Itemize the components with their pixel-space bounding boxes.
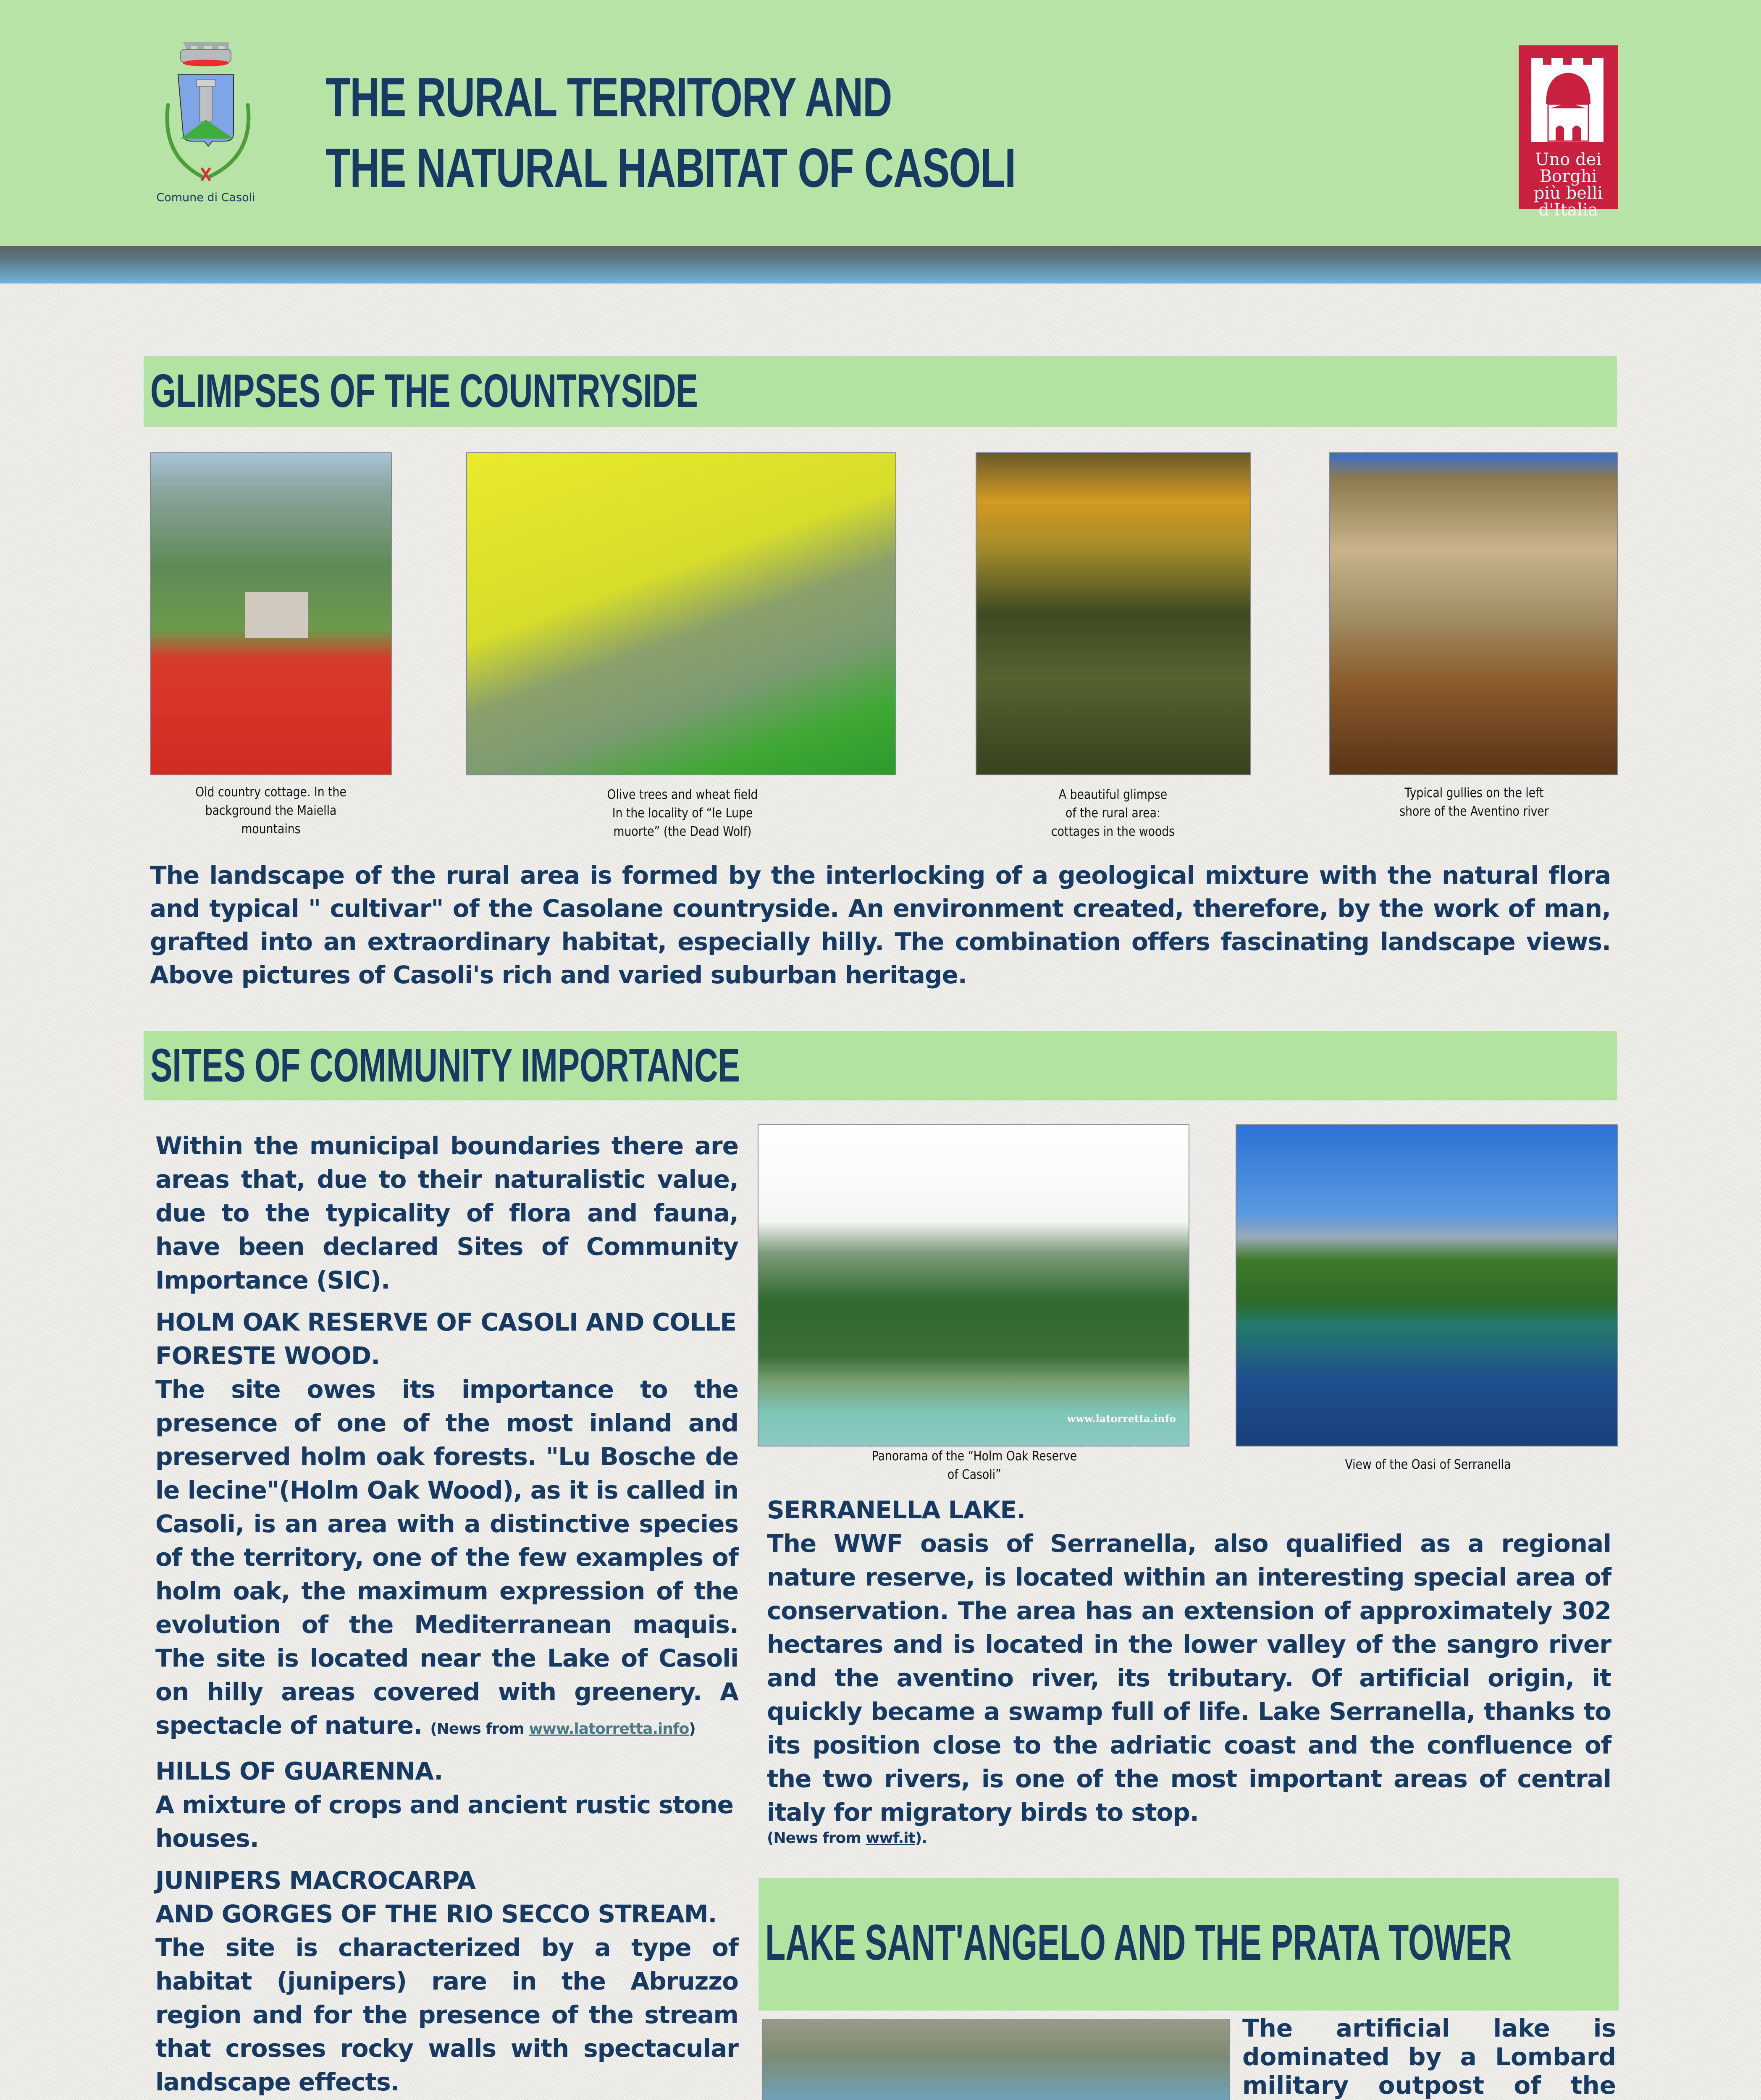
latorretta-link[interactable]: www.latorretta.info bbox=[529, 1720, 689, 1738]
comune-casoli-crest-icon bbox=[139, 38, 273, 214]
lake-text-block bbox=[1242, 2014, 1616, 2100]
guarenna-title: HILLS OF GUARENNA. bbox=[155, 1757, 443, 1785]
serranella-title: SERRANELLA LAKE. bbox=[767, 1496, 1026, 1524]
castle-tower-icon bbox=[1519, 45, 1618, 150]
wwf-link[interactable]: wwf.it bbox=[866, 1830, 915, 1847]
caption-gullies bbox=[1359, 784, 1590, 821]
holm-oak-body: The site owes its importance to the presence of one of the most inland and preserved holm oak forests. "Lu Bosche de le lecine"(Holm Oak Wood), as it is called in Casoli, is an area with a distinctive species of the territory, one of the few examples of holm oak, the maximum expression of the evolution of the Mediterranean maquis. The site is located near the Lake of Casoli on hilly areas covered with greenery. A spectacle of nature. bbox=[155, 1375, 738, 1740]
serranella-text: The WWF oasis of Serranella, also qualified as a regional nature reserve, is located within an interesting special area of conservation. The area has an extension of approximately 302 hectares and is located in the lower valley of the sangro river and the aventino river, its tributary. Of artificial origin, it quickly became a swamp full of life. Lake Serranella, thanks to its position close to the adriatic coast and the confluence of the two rivers, is one of the most important areas of central italy for migratory birds to stop. bbox=[767, 1529, 1611, 1827]
caption-line: Typical gullies on the left bbox=[1404, 785, 1544, 801]
serranella-source bbox=[767, 1829, 1611, 1848]
lake-text bbox=[1242, 2014, 1616, 2100]
photo-holm-oak-reserve bbox=[758, 1124, 1189, 1446]
photo-serranella-oasis bbox=[1236, 1124, 1618, 1446]
ribbon-icon bbox=[202, 168, 210, 181]
photo-olive-trees-wheat-field bbox=[466, 452, 896, 775]
poster-title bbox=[325, 62, 1016, 203]
shield-icon bbox=[178, 75, 234, 146]
poster-title-line1: THE RURAL TERRITORY AND bbox=[325, 66, 892, 128]
sites-left-column bbox=[155, 1129, 738, 2100]
source-suffix: ) bbox=[689, 1720, 695, 1738]
caption-serranella bbox=[1280, 1455, 1576, 1474]
sites-heading: SITES OF COMMUNITY IMPORTANCE bbox=[150, 1039, 740, 1092]
borghi-line-2: Borghi bbox=[1539, 167, 1597, 186]
source-prefix: (News from bbox=[767, 1830, 866, 1847]
caption-line: Panorama of the “Holm Oak Reserve bbox=[871, 1449, 1077, 1464]
caption-country-cottage bbox=[167, 783, 375, 838]
glimpses-heading: GLIMPSES OF THE COUNTRYSIDE bbox=[150, 365, 698, 417]
caption-line: In the locality of “le Lupe bbox=[612, 806, 753, 821]
lake-body: The artificial lake is dominated by a Lombard military outpost of the bbox=[1242, 2014, 1616, 2100]
caption-line: mountains bbox=[241, 822, 301, 837]
photo-country-cottage bbox=[150, 452, 392, 775]
borghi-line-1: Uno dei bbox=[1535, 150, 1602, 169]
glimpses-paragraph: The landscape of the rural area is formed by the interlocking of a geological mixture with the natural flora and typical " cultivar" of the Casolane countryside. An environment created, therefore, by the work of man, grafted into an extraordinary habitat, especially hilly. The combination offers fascinating landscape views. Above pictures of Casoli's rich and varied suburban heritage. bbox=[150, 861, 1611, 989]
caption-holm-oak-reserve bbox=[805, 1447, 1144, 1484]
caption-line: of Casoli” bbox=[947, 1467, 1001, 1482]
header-gradient-band bbox=[0, 246, 1761, 284]
photo-watermark: www.latorretta.info bbox=[1067, 1412, 1176, 1425]
holm-oak-source bbox=[430, 1720, 695, 1738]
caption-line: background the Maiella bbox=[205, 803, 337, 818]
sites-intro: Within the municipal boundaries there are areas that, due to their naturalistic value, due to the typicality of flora and fauna, have been declared Sites of Community Importance (SIC). bbox=[155, 1131, 738, 1294]
lake-heading: LAKE SANT'ANGELO AND THE PRATA TOWER bbox=[765, 1914, 1512, 1971]
junipers-title-2: AND GORGES OF THE RIO SECCO STREAM. bbox=[155, 1900, 717, 1928]
caption-line: muorte” (the Dead Wolf) bbox=[613, 824, 752, 839]
serranella-block bbox=[767, 1493, 1611, 1848]
caption-cottages-woods bbox=[1005, 785, 1221, 841]
crest-label: Comune di Casoli bbox=[156, 191, 255, 204]
caption-line: of the rural area: bbox=[1066, 806, 1160, 821]
cottage-shape bbox=[245, 592, 308, 638]
caption-line: cottages in the woods bbox=[1051, 824, 1175, 839]
junipers-text-1: The site is characterized by a type of habitat (junipers) rare in the Abruzzo region and for the presence of the stream that crosses rocky walls with spectacular landscape effects. bbox=[155, 1933, 738, 2096]
photo-cottages-in-woods bbox=[976, 452, 1251, 775]
caption-line: Olive trees and wheat field bbox=[607, 787, 758, 802]
caption-line: shore of the Aventino river bbox=[1399, 804, 1549, 819]
holm-oak-title: HOLM OAK RESERVE OF CASOLI AND COLLE FORESTE WOOD. bbox=[155, 1308, 737, 1370]
caption-olive-trees bbox=[547, 785, 818, 841]
source-prefix: (News from bbox=[430, 1720, 529, 1738]
borghi-line-4: d'Italia bbox=[1538, 200, 1598, 220]
caption-line: Old country cottage. In the bbox=[195, 785, 346, 800]
caption-line: View of the Oasi of Serranella bbox=[1345, 1457, 1511, 1472]
poster-title-line2: THE NATURAL HABITAT OF CASOLI bbox=[325, 137, 1016, 199]
borghi-line-3: più belli bbox=[1533, 184, 1603, 203]
crown-icon bbox=[181, 42, 231, 66]
source-suffix: ). bbox=[915, 1830, 927, 1847]
photo-aventino-gullies bbox=[1329, 452, 1618, 775]
borghi-piu-belli-logo bbox=[1519, 45, 1618, 220]
holm-oak-text bbox=[155, 1373, 738, 1746]
junipers-title-1: JUNIPERS MACROCARPA bbox=[155, 1866, 475, 1895]
guarenna-text: A mixture of crops and ancient rustic stone houses. bbox=[155, 1790, 733, 1853]
photo-prata-tower-lake bbox=[762, 2019, 1230, 2100]
caption-line: A beautiful glimpse bbox=[1058, 787, 1168, 802]
borghi-logo-text bbox=[1519, 151, 1618, 218]
